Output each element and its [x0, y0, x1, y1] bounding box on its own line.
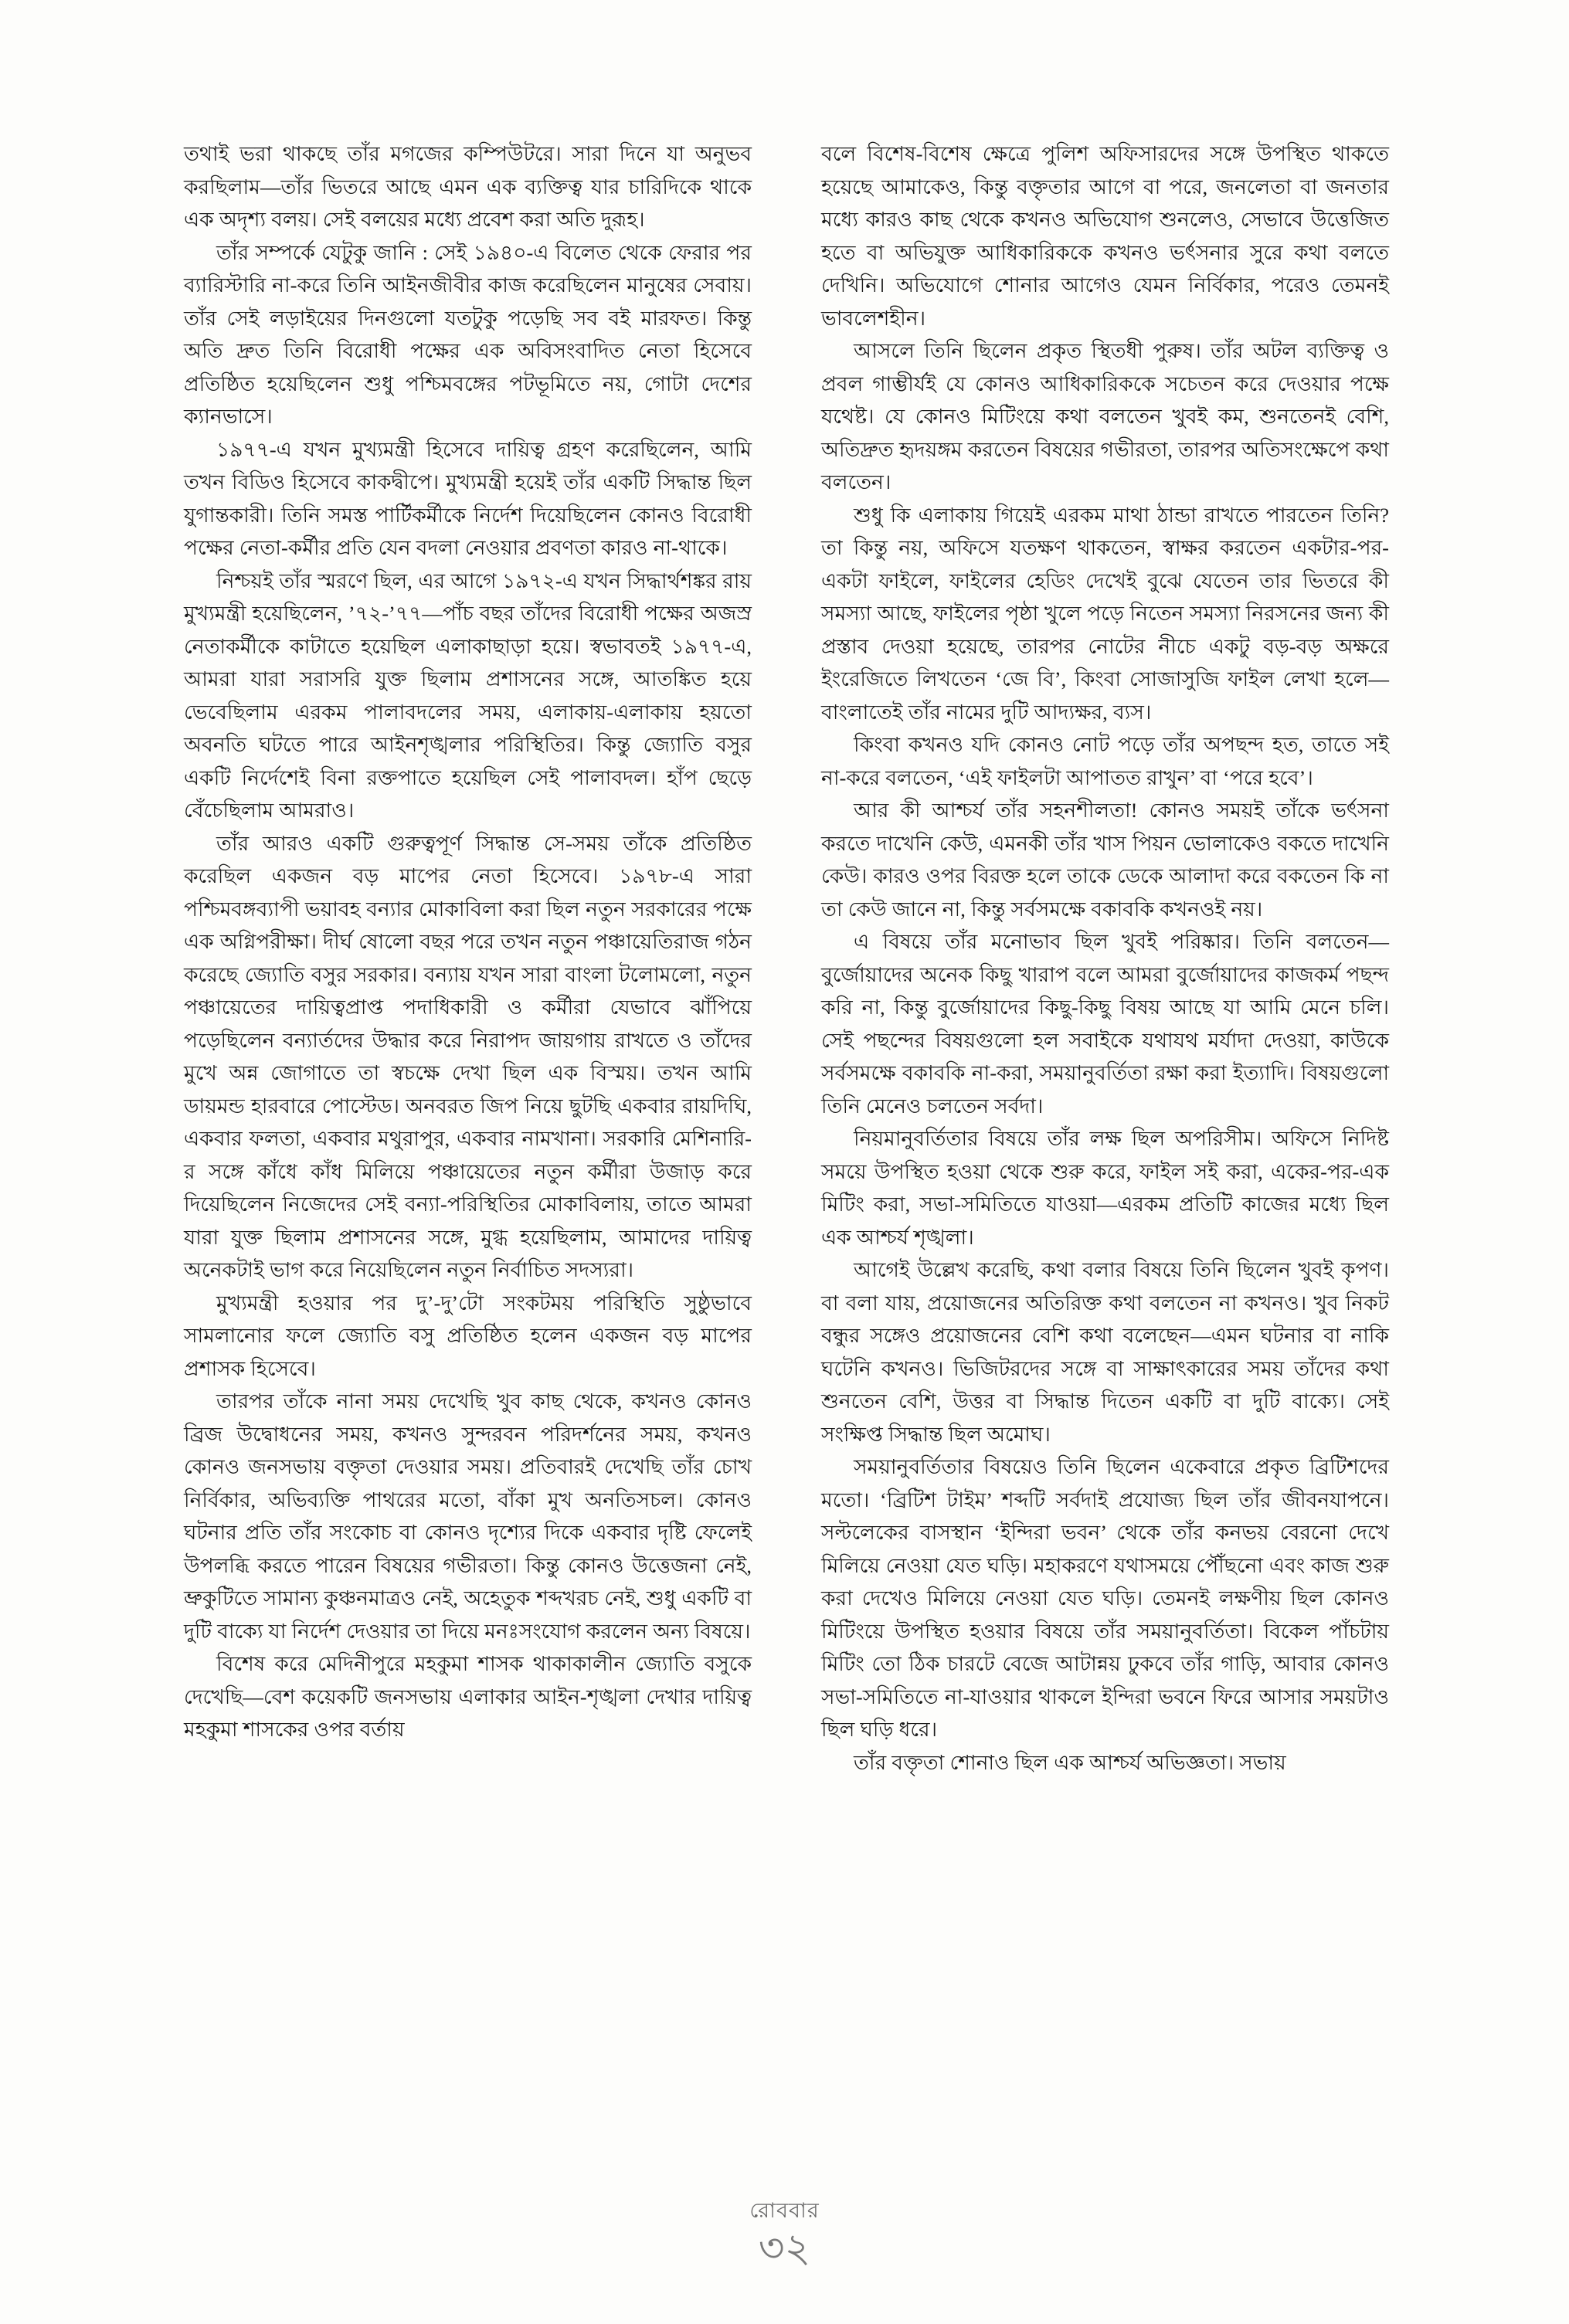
paragraph: আর কী আশ্চর্য তাঁর সহনশীলতা! কোনও সময়ই তাঁকে ভর্ৎসনা করতে দাখেনি কেউ, এমনকী তাঁর খাস পিয়ন ভোলাকেও বকতে দাখেনি কেউ। কারও ওপর বিরক্ত হলে তাকে ডেকে আলাদা করে বকতেন কি না তা কেউ জানে না, কিন্তু সর্বসমক্ষে বকাবকি কখনওই নয়।	[821, 799, 1389, 921]
paragraph: বলে বিশেষ-বিশেষ ক্ষেত্রে পুলিশ অফিসারদের সঙ্গে উপস্থিত থাকতে হয়েছে আমাকেও, কিন্তু বক্তৃতার আগে বা পরে, জনলেতা বা জনতার মধ্যে কারও কাছ থেকে কখনও অভিযোগ শুনলেও, সেভাবে উত্তেজিত হতে বা অভিযুক্ত আধিকারিককে কখনও ভর্ৎসনার সুরে কথা বলতে দেখিনি। অভিযোগে শোনার আগেও যেমন নির্বিকার, পরেও তেমনই ভাবলেশহীন।	[821, 142, 1389, 330]
paragraph: ১৯৭৭-এ যখন মুখ্যমন্ত্রী হিসেবে দায়িত্ব গ্রহণ করেছিলেন, আমি তখন বিডিও হিসেবে কাকদ্বীপে। মুখ্যমন্ত্রী হয়েই তাঁর একটি সিদ্ধান্ত ছিল যুগান্তকারী। তিনি সমস্ত পার্টিকর্মীকে নির্দেশ দিয়েছিলেন কোনও বিরোধী পক্ষের নেতা-কর্মীর প্রতি যেন বদলা নেওয়ার প্রবণতা কারও না-থাকে।	[184, 437, 752, 559]
paragraph: আগেই উল্লেখ করেছি, কথা বলার বিষয়ে তিনি ছিলেন খুবই কৃপণ। বা বলা যায়, প্রয়োজনের অতিরিক্ত কথা বলতেন না কখনও। খুব নিকট বন্ধুর সঙ্গেও প্রয়োজনের বেশি কথা বলেছেন—এমন ঘটনার বা নাকি ঘটেনি কখনও। ভিজিটরদের সঙ্গে বা সাক্ষাৎকারের সময় তাঁদের কথা শুনতেন বেশি, উত্তর বা সিদ্ধান্ত দিতেন একটি বা দুটি বাক্যে। সেই সংক্ষিপ্ত সিদ্ধান্ত ছিল অমোঘ।	[821, 1258, 1389, 1446]
paragraph: তাঁর সম্পর্কে যেটুকু জানি : সেই ১৯৪০-এ বিলেত থেকে ফেরার পর ব্যারিস্টারি না-করে তিনি আইনজীবীর কাজ করেছিলেন মানুষের সেবায়। তাঁর সেই লড়াইয়ের দিনগুলো যতটুকু পড়েছি সব বই মারফত। কিন্তু অতি দ্রুত তিনি বিরোধী পক্ষের এক অবিসংবাদিত নেতা হিসেবে প্রতিষ্ঠিত হয়েছিলেন শুধু পশ্চিমবঙ্গের পটভূমিতে নয়, গোটা দেশের ক্যানভাসে।	[184, 240, 752, 428]
page-number: ৩২	[758, 2227, 811, 2271]
paragraph: নিয়মানুবর্তিতার বিষয়ে তাঁর লক্ষ ছিল অপরিসীম। অফিসে নিদিষ্ট সময়ে উপস্থিত হওয়া থেকে শুরু করে, ফাইল সই করা, একের-পর-এক মিটিং করা, সভা-সমিতিতে যাওয়া—এরকম প্রতিটি কাজের মধ্যে ছিল এক আশ্চর্য শৃঙ্খলা।	[821, 1127, 1389, 1249]
paragraph: বিশেষ করে মেদিনীপুরে মহকুমা শাসক থাকাকালীন জ্যোতি বসুকে দেখেছি—বেশ কয়েকটি জনসভায় এলাকার আইন-শৃঙ্খলা দেখার দায়িত্ব মহকুমা শাসকের ওপর বর্তায়	[184, 1652, 752, 1741]
paragraph: শুধু কি এলাকায় গিয়েই এরকম মাথা ঠান্ডা রাখতে পারতেন তিনি? তা কিন্তু নয়, অফিসে যতক্ষণ থাকতেন, স্বাক্ষর করতেন একটার-পর-একটা ফাইলে, ফাইলের হেডিং দেখেই বুঝে যেতেন তার ভিতরে কী সমস্যা আছে, ফাইলের পৃষ্ঠা খুলে পড়ে নিতেন সমস্যা নিরসনের জন্য কী প্রস্তাব দেওয়া হয়েছে, তারপর নোটের নীচে একটু বড়-বড় অক্ষরে ইংরেজিতে লিখতেন ‘জে বি’, কিংবা সোজাসুজি ফাইল লেখা হলে—বাংলাতেই তাঁর নামের দুটি আদ্যক্ষর, ব্যস।	[821, 503, 1389, 724]
paragraph: এ বিষয়ে তাঁর মনোভাব ছিল খুবই পরিষ্কার। তিনি বলতেন—বুর্জোয়াদের অনেক কিছু খারাপ বলে আমরা বুর্জোয়াদের কাজকর্ম পছন্দ করি না, কিন্তু বুর্জোয়াদের কিছু-কিছু বিষয় আছে যা আমি মেনে চলি। সেই পছন্দের বিষয়গুলো হল সবাইকে যথাযথ মর্যাদা দেওয়া, কাউকে সর্বসমক্ষে বকাবকি না-করা, সময়ানুবর্তিতা রক্ষা করা ইত্যাদি। বিষয়গুলো তিনি মেনেও চলতেন সর্বদা।	[821, 930, 1389, 1118]
paragraph: নিশ্চয়ই তাঁর স্মরণে ছিল, এর আগে ১৯৭২-এ যখন সিদ্ধার্থশঙ্কর রায় মুখ্যমন্ত্রী হয়েছিলেন, ’৭২-’৭৭—পাঁচ বছর তাঁদের বিরোধী পক্ষের অজস্র নেতাকর্মীকে কাটাতে হয়েছিল এলাকাছাড়া হয়ে। স্বভাবতই ১৯৭৭-এ, আমরা যারা সরাসরি যুক্ত ছিলাম প্রশাসনের সঙ্গে, আতঙ্কিত হয়ে ভেবেছিলাম এরকম পালাবদলের সময়, এলাকায়-এলাকায় হয়তো অবনতি ঘটতে পারে আইনশৃঙ্খলার পরিস্থিতির। কিন্তু জ্যোতি বসুর একটি নির্দেশেই বিনা রক্তপাতে হয়েছিল সেই পালাবদল। হাঁপ ছেড়ে বেঁচেছিলাম আমরাও।	[184, 568, 752, 822]
paragraph: তথাই ভরা থাকছে তাঁর মগজের কম্পিউটরে। সারা দিনে যা অনুভব করছিলাম—তাঁর ভিতরে আছে এমন এক ব্যক্তিত্ব যার চারিদিকে থাকে এক অদৃশ্য বলয়। সেই বলয়ের মধ্যে প্রবেশ করা অতি দুরূহ।	[184, 142, 752, 231]
paragraph: মুখ্যমন্ত্রী হওয়ার পর দু’-দু’টো সংকটময় পরিস্থিতি সুষ্ঠুভাবে সামলানোর ফলে জ্যোতি বসু প্রতিষ্ঠিত হলেন একজন বড় মাপের প্রশাসক হিসেবে।	[184, 1291, 752, 1380]
publication-name: রোববার	[749, 2199, 820, 2222]
paragraph: কিংবা কখনও যদি কোনও নোট পড়ে তাঁর অপছন্দ হত, তাতে সই না-করে বলতেন, ‘এই ফাইলটা আপাতত রাখুন’ বা ‘পরে হবে’।	[821, 733, 1389, 789]
page-footer	[0, 2197, 1569, 2273]
right-column	[821, 137, 1389, 2176]
paragraph: আসলে তিনি ছিলেন প্রকৃত স্থিতধী পুরুষ। তাঁর অটল ব্যক্তিত্ব ও প্রবল গাম্ভীর্যই যে কোনও আধিকারিককে সচেতন করে দেওয়ার পক্ষে যথেষ্ট। যে কোনও মিটিংয়ে কথা বলতেন খুবই কম, শুনতেনই বেশি, অতিদ্রুত হৃদয়ঙ্গম করতেন বিষয়ের গভীরতা, তারপর অতিসংক্ষেপে কথা বলতেন।	[821, 339, 1389, 494]
two-column-body	[184, 137, 1389, 2176]
paragraph: সময়ানুবর্তিতার বিষয়েও তিনি ছিলেন একেবারে প্রকৃত ব্রিটিশদের মতো। ‘ব্রিটিশ টাইম’ শব্দটি সর্বদাই প্রযোজ্য ছিল তাঁর জীবনযাপনে। সল্টলেকের বাসস্থান ‘ইন্দিরা ভবন’ থেকে তাঁর কনভয় বেরনো দেখে মিলিয়ে নেওয়া যেত ঘড়ি। মহাকরণে যথাসময়ে পৌঁছনো এবং কাজ শুরু করা দেখেও মিলিয়ে নেওয়া যেত ঘড়ি। তেমনই লক্ষণীয় ছিল কোনও মিটিংয়ে উপস্থিত হওয়ার বিষয়ে তাঁর সময়ানুবর্তিতা। বিকেল পাঁচটায় মিটিং তো ঠিক চারটে বেজে আটান্নয় ঢুকবে তাঁর গাড়ি, আবার কোনও সভা-সমিতিতে না-যাওয়ার থাকলে ইন্দিরা ভবনে ফিরে আসার সময়টাও ছিল ঘড়ি ধরে।	[821, 1455, 1389, 1741]
left-column	[184, 137, 752, 2176]
paragraph: তাঁর বক্তৃতা শোনাও ছিল এক আশ্চর্য অভিজ্ঞতা। সভায়	[854, 1750, 1286, 1774]
paragraph: তাঁর আরও একটি গুরুত্বপূর্ণ সিদ্ধান্ত সে-সময় তাঁকে প্রতিষ্ঠিত করেছিল একজন বড় মাপের নেতা হিসেবে। ১৯৭৮-এ সারা পশ্চিমবঙ্গব্যাপী ভয়াবহ বন্যার মোকাবিলা করা ছিল নতুন সরকারের পক্ষে এক অগ্নিপরীক্ষা। দীর্ঘ ষোলো বছর পরে তখন নতুন পঞ্চায়েতিরাজ গঠন করেছে জ্যোতি বসুর সরকার। বন্যায় যখন সারা বাংলা টলোমলো, নতুন পঞ্চায়েতের দায়িত্বপ্রাপ্ত পদাধিকারী ও কর্মীরা যেভাবে ঝাঁপিয়ে পড়েছিলেন বন্যার্তদের উদ্ধার করে নিরাপদ জায়গায় রাখতে ও তাঁদের মুখে অন্ন জোগাতে তা স্বচক্ষে দেখা ছিল এক বিস্ময়। তখন আমি ডায়মন্ড হারবারে পোস্টেড। অনবরত জিপ নিয়ে ছুটছি একবার রায়দিঘি, একবার ফলতা, একবার মথুরাপুর, একবার নামখানা। সরকারি মেশিনারি-র সঙ্গে কাঁধে কাঁধ মিলিয়ে পঞ্চায়েতের নতুন কর্মীরা উজাড় করে দিয়েছিলেন নিজেদের সেই বন্যা-পরিস্থিতির মোকাবিলায়, তাতে আমরা যারা যুক্ত ছিলাম প্রশাসনের সঙ্গে, মুগ্ধ হয়েছিলাম, আমাদের দায়িত্ব অনেকটাই ভাগ করে নিয়েছিলেন নতুন নির্বাচিত সদস্যরা।	[184, 831, 752, 1281]
paragraph: তারপর তাঁকে নানা সময় দেখেছি খুব কাছ থেকে, কখনও কোনও ব্রিজ উদ্বোধনের সময়, কখনও সুন্দরবন পরিদর্শনের সময়, কখনও কোনও জনসভায় বক্তৃতা দেওয়ার সময়। প্রতিবারই দেখেছি তাঁর চোখ নির্বিকার, অভিব্যক্তি পাথরের মতো, বাঁকা মুখ অনতিসচল। কোনও ঘটনার প্রতি তাঁর সংকোচ বা কোনও দৃশ্যের দিকে একবার দৃষ্টি ফেলেই উপলব্ধি করতে পারেন বিষয়ের গভীরতা। কিন্তু কোনও উত্তেজনা নেই, ভ্রুকুটিতে সামান্য কুঞ্চনমাত্রও নেই, অহেতুক শব্দখরচ নেই, শুধু একটি বা দুটি বাক্যে যা নির্দেশ দেওয়ার তা দিয়ে মনঃসংযোগ করলেন অন্য বিষয়ে।	[184, 1389, 752, 1643]
